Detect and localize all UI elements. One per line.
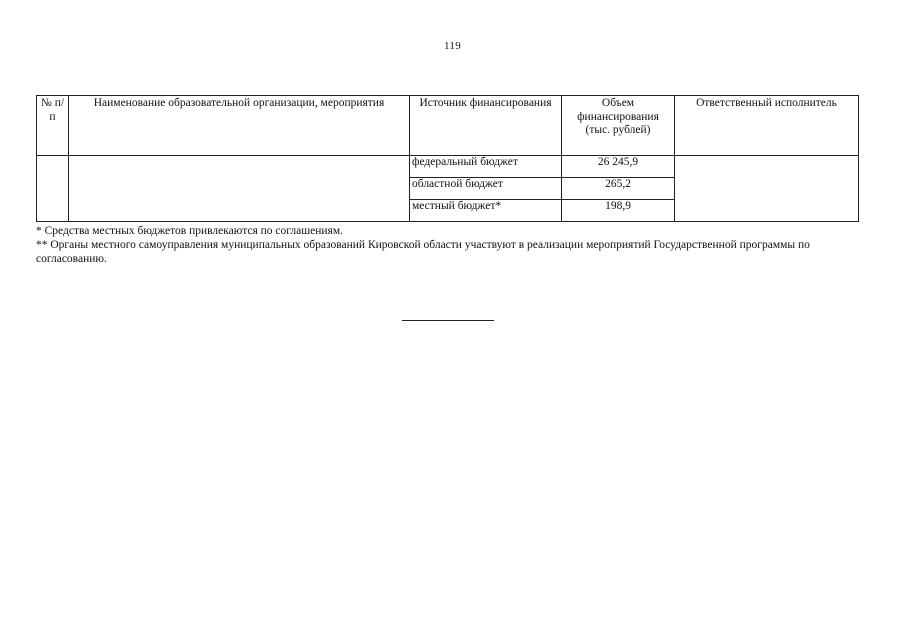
footnote-local-government: ** Органы местного самоуправления муниципальных образований Кировской области участвуют в реализации мероприятий Государственной программы по согласованию. bbox=[36, 239, 810, 265]
name-cell bbox=[69, 156, 410, 222]
header-name: Наименование образовательной организации, мероприятия bbox=[69, 96, 410, 156]
responsible-cell bbox=[675, 156, 859, 222]
table-header-row bbox=[37, 96, 859, 156]
table-row bbox=[37, 156, 859, 178]
source-cell: федеральный бюджет bbox=[410, 156, 562, 178]
end-divider bbox=[402, 320, 494, 321]
source-cell: областной бюджет bbox=[410, 178, 562, 200]
number-cell bbox=[37, 156, 69, 222]
header-source: Источник финансирования bbox=[410, 96, 562, 156]
header-volume: Объем финансирования (тыс. рублей) bbox=[562, 96, 675, 156]
footnote-local-budgets: * Средства местных бюджетов привлекаются по соглашениям. bbox=[36, 225, 343, 237]
header-number: № п/п bbox=[37, 96, 69, 156]
source-cell: местный бюджет* bbox=[410, 200, 562, 222]
volume-cell: 26 245,9 bbox=[562, 156, 675, 178]
funding-table bbox=[36, 95, 859, 222]
header-responsible: Ответственный исполнитель bbox=[675, 96, 859, 156]
volume-cell: 198,9 bbox=[562, 200, 675, 222]
volume-cell: 265,2 bbox=[562, 178, 675, 200]
page-number: 119 bbox=[444, 40, 461, 52]
footnotes bbox=[36, 224, 858, 266]
